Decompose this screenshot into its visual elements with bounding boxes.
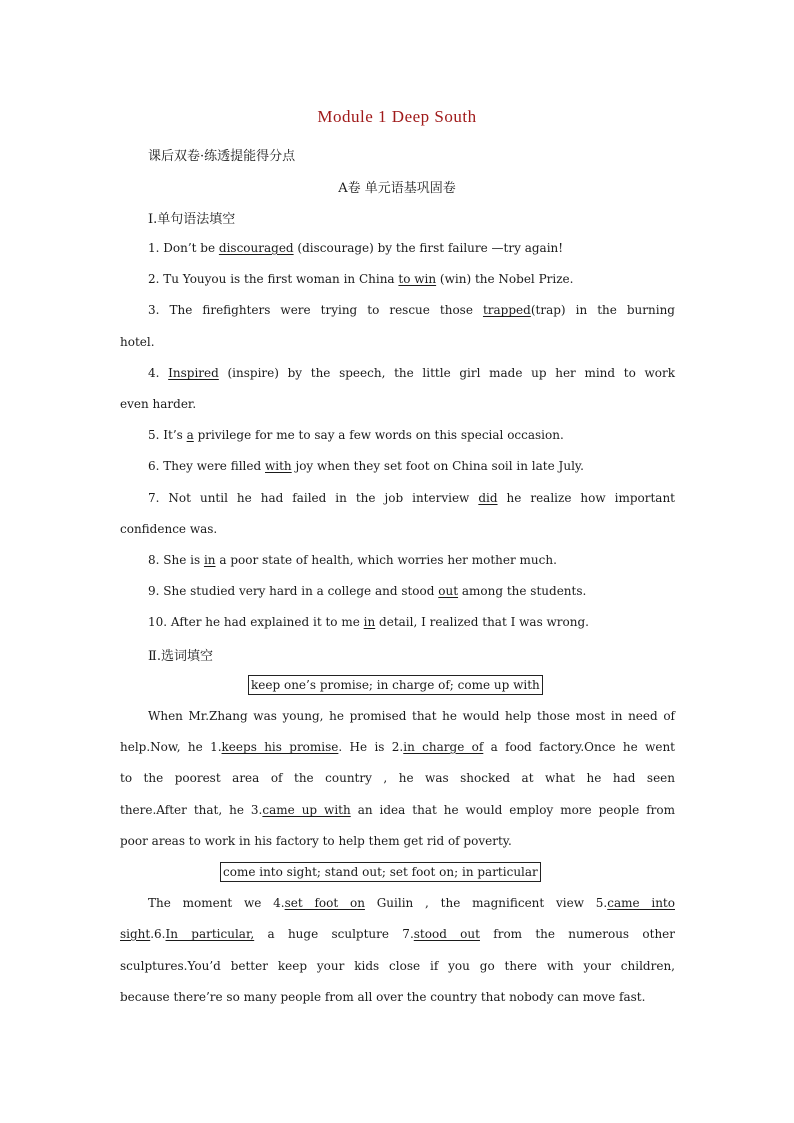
question-4: 4. Inspired (inspire) by the speech, the little girl made up her mind to work [148, 366, 676, 380]
answer-7: did [478, 491, 498, 505]
question-7: 7. Not until he had failed in the job interview did he realize how important [148, 491, 676, 505]
section-1-heading: Ⅰ.单句语法填空 [148, 212, 236, 227]
answer-3: trapped [482, 303, 531, 317]
page-title: Module 1 Deep South [317, 107, 477, 126]
blank-6: In particular, [165, 927, 255, 941]
answer-2: to win [398, 272, 437, 286]
question-7-cont: confidence was. [120, 522, 218, 536]
question-8: 8. She is in a poor state of health, which worries her mother much. [148, 553, 557, 567]
answer-5: a [186, 428, 194, 442]
blank-5: came into [607, 896, 675, 910]
passage-2-line-4: because there’re so many people from all over the country that nobody can move fast. [120, 990, 646, 1004]
question-6: 6. They were filled with joy when they set foot on China soil in late July. [148, 459, 584, 473]
subtitle: 课后双卷·练透提能得分点 [148, 149, 296, 164]
blank-4: set foot on [284, 896, 365, 910]
blank-3: came up with [262, 803, 351, 817]
answer-10: in [363, 615, 376, 629]
section-2-heading: Ⅱ.选词填空 [148, 649, 213, 664]
question-10: 10. After he had explained it to me in detail, I realized that I was wrong. [148, 615, 589, 629]
passage-1-line-3: to the poorest area of the country , he was shocked at what he had seen [120, 771, 675, 785]
passage-1-line-2: help.Now, he 1.keeps his promise. He is 2.in charge of a food factory.Once he went [120, 740, 676, 754]
answer-1: discouraged [218, 241, 294, 255]
answer-4: Inspired [168, 366, 219, 380]
passage-2-line-3: sculptures.You’d better keep your kids close if you go there with your children, [120, 959, 675, 973]
question-1: 1. Don’t be discouraged (discourage) by the first failure —try again! [148, 241, 564, 255]
question-4-cont: even harder. [120, 397, 197, 411]
answer-8: in [203, 553, 216, 567]
answer-6: with [265, 459, 292, 473]
question-3: 3. The firefighters were trying to rescue those trapped(trap) in the burning [148, 303, 675, 317]
passage-1-line-5: poor areas to work in his factory to help them get rid of poverty. [120, 834, 512, 848]
passage-1-line-4: there.After that, he 3.came up with an idea that he would employ more people from [120, 803, 675, 817]
word-box-1: keep one’s promise; in charge of; come up with [248, 675, 543, 695]
blank-1: keeps his promise [221, 740, 339, 754]
passage-1-line-1: When Mr.Zhang was young, he promised that he would help those most in need of [148, 709, 675, 723]
passage-2-line-1: The moment we 4.set foot on Guilin , the magnificent view 5.came into [148, 896, 675, 910]
question-2: 2. Tu Youyou is the first woman in China to win (win) the Nobel Prize. [148, 272, 574, 286]
question-5: 5. It’s a privilege for me to say a few words on this special occasion. [148, 428, 564, 442]
question-3-cont: hotel. [120, 335, 155, 349]
word-box-2: come into sight; stand out; set foot on; in particular [220, 862, 541, 882]
paper-a-heading: A卷 单元语基巩固卷 [338, 181, 456, 196]
blank-5-cont: sight [120, 927, 151, 941]
blank-7: stood out [413, 927, 480, 941]
question-9: 9. She studied very hard in a college and stood out among the students. [148, 584, 587, 598]
answer-9: out [438, 584, 459, 598]
passage-2-line-2: sight.6.In particular, a huge sculpture 7.stood out from the numerous other [120, 927, 676, 941]
blank-2: in charge of [403, 740, 484, 754]
